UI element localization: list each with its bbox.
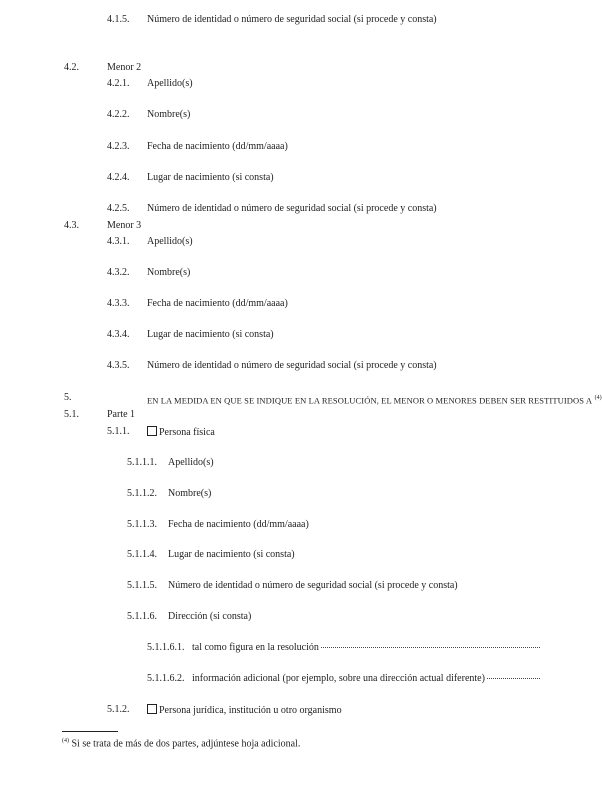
item-number: 5. bbox=[64, 392, 72, 403]
footnote bbox=[62, 735, 300, 750]
item-number: 4.2.1. bbox=[107, 78, 130, 89]
item-label: Fecha de nacimiento (dd/mm/aaaa) bbox=[168, 519, 309, 530]
item-number: 5.1.1.2. bbox=[127, 488, 157, 499]
item-label: Lugar de nacimiento (si consta) bbox=[147, 172, 274, 183]
item-label: Persona jurídica, institución u otro organismo bbox=[159, 705, 342, 716]
item-line bbox=[168, 519, 309, 531]
item-line bbox=[168, 488, 211, 500]
item-line bbox=[147, 109, 190, 121]
item-label: Número de identidad o número de seguridad social (si procede y consta) bbox=[147, 203, 437, 214]
footnote-ref: (4) bbox=[594, 395, 602, 401]
item-number: 4.3.5. bbox=[107, 360, 130, 371]
item-line bbox=[147, 329, 274, 341]
fill-in-field[interactable] bbox=[321, 647, 540, 648]
item-line bbox=[147, 704, 342, 717]
checkbox[interactable] bbox=[147, 426, 157, 436]
item-line bbox=[147, 14, 437, 26]
item-number: 5.1.1. bbox=[107, 426, 130, 437]
item-label: EN LA MEDIDA EN QUE SE INDIQUE EN LA RESOLUCIÓN, EL MENOR O MENORES DEBEN SER RESTITUIDOS A bbox=[147, 395, 593, 406]
item-number: 5.1.1.5. bbox=[127, 580, 157, 591]
item-label: información adicional (por ejemplo, sobre una dirección actual diferente) bbox=[192, 673, 485, 684]
item-label: Parte 1 bbox=[107, 409, 136, 420]
item-number: 4.2.3. bbox=[107, 141, 130, 152]
item-number: 4.3. bbox=[64, 220, 79, 231]
item-label: Persona física bbox=[159, 427, 215, 438]
item-line bbox=[192, 673, 540, 685]
item-line bbox=[168, 611, 251, 623]
item-label: Número de identidad o número de seguridad social (si procede y consta) bbox=[168, 580, 458, 591]
item-line bbox=[147, 360, 437, 372]
item-number: 5.1.1.3. bbox=[127, 519, 157, 530]
item-number: 5.1.1.6. bbox=[127, 611, 157, 622]
footnote-number: (4) bbox=[62, 738, 69, 744]
item-line bbox=[168, 580, 458, 592]
item-label: Fecha de nacimiento (dd/mm/aaaa) bbox=[147, 298, 288, 309]
item-line bbox=[168, 457, 214, 469]
item-line bbox=[168, 549, 295, 561]
item-number: 4.1.5. bbox=[107, 14, 130, 25]
item-label: Apellido(s) bbox=[168, 457, 214, 468]
item-number: 4.2. bbox=[64, 62, 79, 73]
item-line bbox=[192, 642, 540, 654]
footnote-rule bbox=[62, 731, 118, 732]
item-line bbox=[107, 409, 135, 421]
item-number: 5.1. bbox=[64, 409, 79, 420]
item-number: 4.3.4. bbox=[107, 329, 130, 340]
item-number: 4.3.1. bbox=[107, 236, 130, 247]
item-number: 5.1.1.6.1. bbox=[147, 642, 185, 653]
item-number: 5.1.1.1. bbox=[127, 457, 157, 468]
item-label: Fecha de nacimiento (dd/mm/aaaa) bbox=[147, 141, 288, 152]
item-number: 5.1.1.4. bbox=[127, 549, 157, 560]
item-label: Apellido(s) bbox=[147, 236, 193, 247]
item-line bbox=[147, 298, 288, 310]
item-label: Dirección (si consta) bbox=[168, 611, 252, 622]
item-number: 5.1.1.6.2. bbox=[147, 673, 185, 684]
item-number: 5.1.2. bbox=[107, 704, 130, 715]
item-line bbox=[107, 220, 141, 232]
item-number: 4.3.2. bbox=[107, 267, 130, 278]
item-label: Menor 2 bbox=[107, 62, 142, 73]
item-line bbox=[147, 267, 190, 279]
item-number: 4.3.3. bbox=[107, 298, 130, 309]
item-line bbox=[107, 62, 141, 74]
item-label: Lugar de nacimiento (si consta) bbox=[168, 549, 295, 560]
item-number: 4.2.5. bbox=[107, 203, 130, 214]
item-label: Menor 3 bbox=[107, 220, 142, 231]
item-line bbox=[147, 392, 602, 407]
item-line bbox=[147, 203, 437, 215]
item-line bbox=[147, 172, 274, 184]
fill-in-field[interactable] bbox=[487, 678, 540, 679]
item-line bbox=[147, 236, 193, 248]
item-line bbox=[147, 141, 288, 153]
item-label: Número de identidad o número de seguridad social (si procede y consta) bbox=[147, 360, 437, 371]
item-line bbox=[147, 78, 193, 90]
item-label: tal como figura en la resolución bbox=[192, 642, 319, 653]
item-label: Apellido(s) bbox=[147, 78, 193, 89]
item-number: 4.2.2. bbox=[107, 109, 130, 120]
footnote-text: Si se trata de más de dos partes, adjúntese hoja adicional. bbox=[71, 738, 301, 750]
item-label: Nombre(s) bbox=[168, 488, 212, 499]
item-label: Número de identidad o número de seguridad social (si procede y consta) bbox=[147, 14, 437, 25]
item-label: Nombre(s) bbox=[147, 267, 191, 278]
item-label: Lugar de nacimiento (si consta) bbox=[147, 329, 274, 340]
item-label: Nombre(s) bbox=[147, 109, 191, 120]
checkbox[interactable] bbox=[147, 704, 157, 714]
item-number: 4.2.4. bbox=[107, 172, 130, 183]
item-line bbox=[147, 426, 215, 439]
